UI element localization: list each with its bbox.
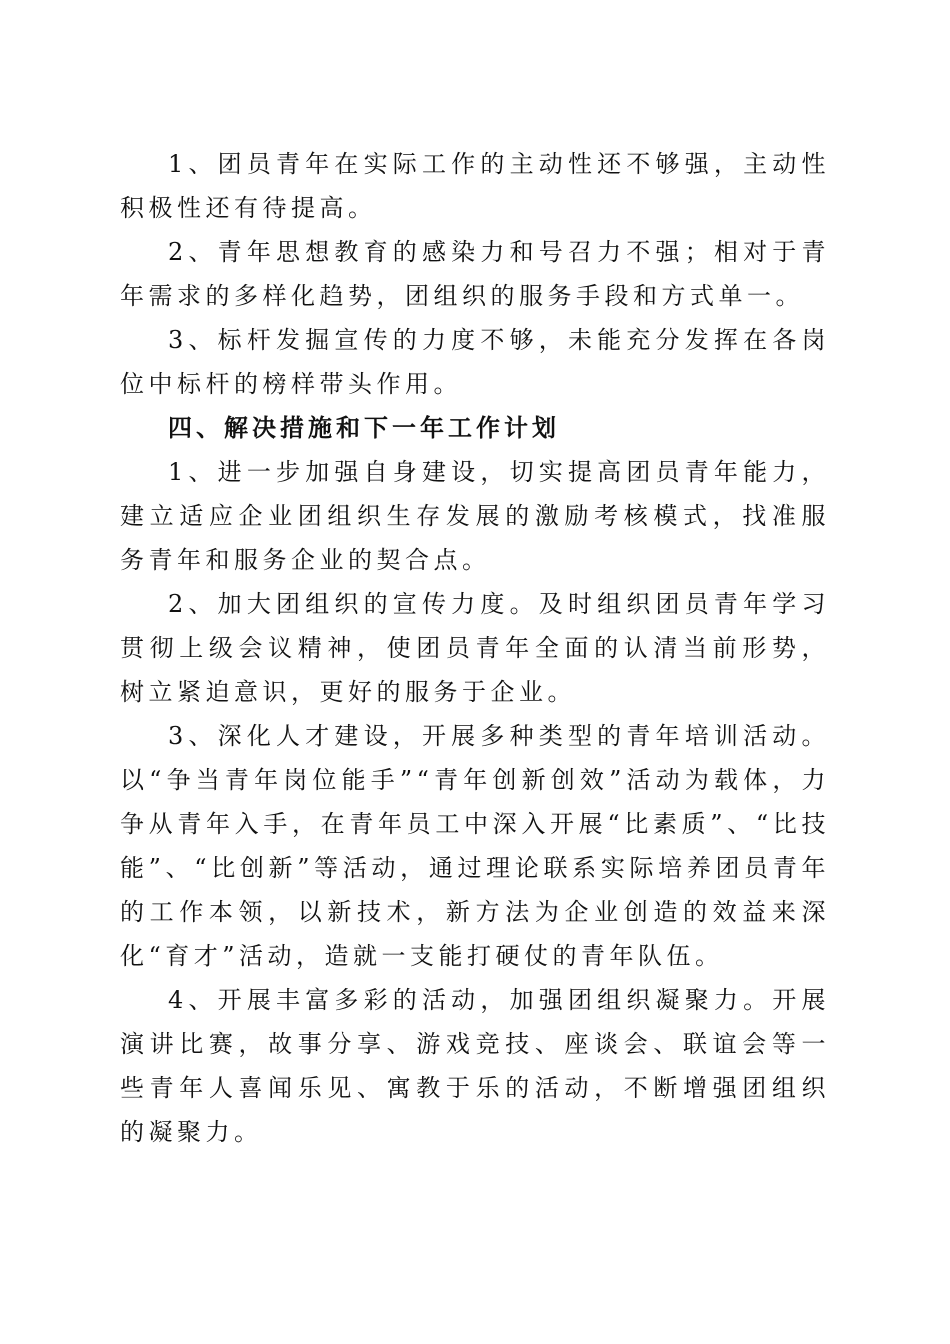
- problem-item-3: 3、标杆发掘宣传的力度不够，未能充分发挥在各岗位中标杆的榜样带头作用。: [120, 326, 830, 398]
- plan-item-4: 4、开展丰富多彩的活动，加强团组织凝聚力。开展演讲比赛，故事分享、游戏竞技、座谈会、联谊会等一些青年人喜闻乐见、寓教于乐的活动，不断增强团组织的凝聚力。: [120, 986, 830, 1146]
- section-heading: 四、解决措施和下一年工作计划: [168, 414, 560, 442]
- problem-item-2: 2、青年思想教育的感染力和号召力不强；相对于青年需求的多样化趋势，团组织的服务手段和方式单一。: [120, 238, 830, 310]
- plan-item-2: 2、加大团组织的宣传力度。及时组织团员青年学习贯彻上级会议精神，使团员青年全面的认清当前形势，树立紧迫意识，更好的服务于企业。: [120, 590, 830, 706]
- plan-item-1: 1、进一步加强自身建设，切实提高团员青年能力，建立适应企业团组织生存发展的激励考核模式，找准服务青年和服务企业的契合点。: [120, 458, 830, 574]
- problem-item-1: 1、团员青年在实际工作的主动性还不够强，主动性积极性还有待提高。: [120, 150, 830, 222]
- document-page: [120, 142, 830, 1154]
- plan-item-3: 3、深化人才建设，开展多种类型的青年培训活动。以“争当青年岗位能手”“青年创新创效”活动为载体，力争从青年入手，在青年员工中深入开展“比素质”、“比技能”、“比创新”等活动，通过理论联系实际培养团员青年的工作本领，以新技术，新方法为企业创造的效益来深化“育才”活动，造就一支能打硬仗的青年队伍。: [120, 722, 830, 970]
